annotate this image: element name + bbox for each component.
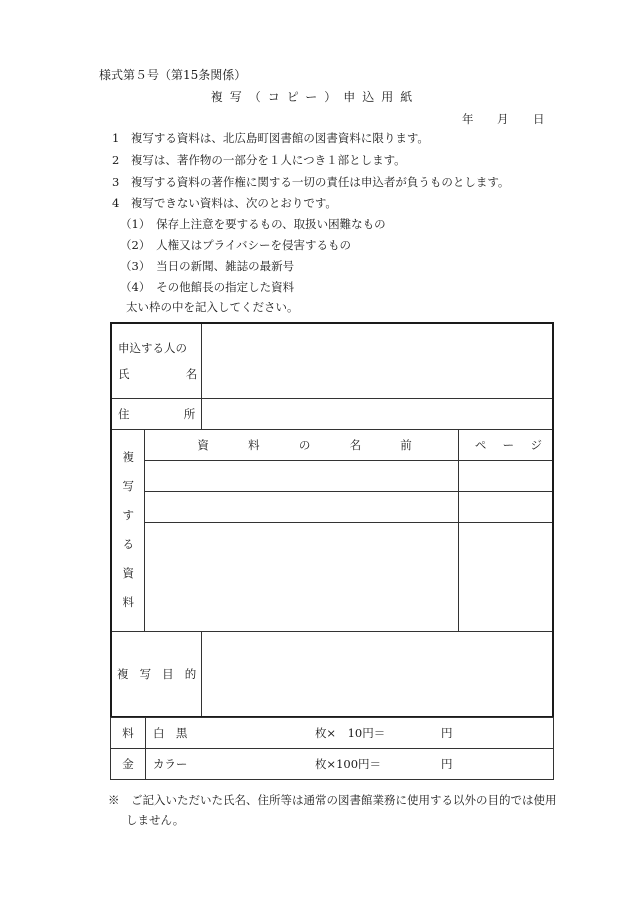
rule-4: 4 複写できない資料は、次のとおりです。 [112, 196, 337, 210]
privacy-note-line1: ※ ご記入いただいた氏名、住所等は通常の図書館業務に使用する以外の目的では使用 [108, 793, 557, 807]
fee-color-calc: 枚×100円＝ [314, 757, 382, 771]
fee-color-row [145, 749, 553, 780]
rule-3: 3 複写する資料の著作権に関する一切の責任は申込者が負うものとします。 [112, 175, 510, 189]
material-label: 複 写 す る 資 料 [111, 429, 145, 631]
page-field-2[interactable] [458, 491, 553, 522]
address-field[interactable] [202, 398, 553, 429]
date-month-label: 月 [497, 112, 509, 126]
instruction-text: 太い枠の中を記入してください。 [126, 300, 299, 314]
fee-table [110, 717, 554, 780]
material-name-field-3[interactable] [145, 522, 458, 631]
date-day-label: 日 [533, 112, 545, 126]
exclusion-4: （4） その他館長の指定した資料 [120, 280, 295, 294]
page-header: ペ ー ジ [458, 429, 553, 460]
fee-bw-calc: 枚× 10円＝ [314, 726, 386, 740]
material-name-field-2[interactable] [145, 491, 458, 522]
page-field-3[interactable] [458, 522, 553, 631]
fee-bw-yen: 円 [440, 726, 453, 740]
material-name-field-1[interactable] [145, 460, 458, 491]
fee-label-bottom: 金 [111, 749, 146, 780]
fee-color-yen: 円 [440, 757, 453, 771]
address-label: 住 所 [111, 398, 202, 429]
date-year-label: 年 [462, 112, 474, 126]
fee-bw-row [145, 718, 553, 749]
material-name-header: 資 料 の 名 前 [145, 429, 458, 460]
application-form-table [110, 322, 554, 718]
form-title: 複写（コピー）申込用紙 [210, 90, 420, 104]
fee-bw-label: 白 黒 [152, 726, 188, 740]
note-mark: ※ [108, 793, 120, 807]
exclusion-2: （2） 人権又はプライバシーを侵害するもの [120, 238, 352, 252]
privacy-note-line2: しません。 [126, 813, 185, 827]
exclusion-1: （1） 保存上注意を要するもの、取扱い困難なもの [120, 217, 386, 231]
fee-color-label: カラー [152, 757, 188, 771]
rule-1: 1 複写する資料は、北広島町図書館の図書資料に限ります。 [112, 131, 429, 145]
fee-label-top: 料 [111, 718, 146, 749]
purpose-field[interactable] [202, 631, 553, 717]
rule-2: 2 複写は、著作物の一部分を１人につき１部とします。 [112, 153, 406, 167]
applicant-name-field[interactable] [202, 323, 553, 398]
page-field-1[interactable] [458, 460, 553, 491]
form-number: 様式第５号（第15条関係） [99, 68, 247, 82]
purpose-label: 複 写 目 的 [111, 631, 202, 717]
exclusion-3: （3） 当日の新聞、雑誌の最新号 [120, 259, 295, 273]
applicant-name-label: 申込する人の 氏 名 [111, 323, 202, 398]
